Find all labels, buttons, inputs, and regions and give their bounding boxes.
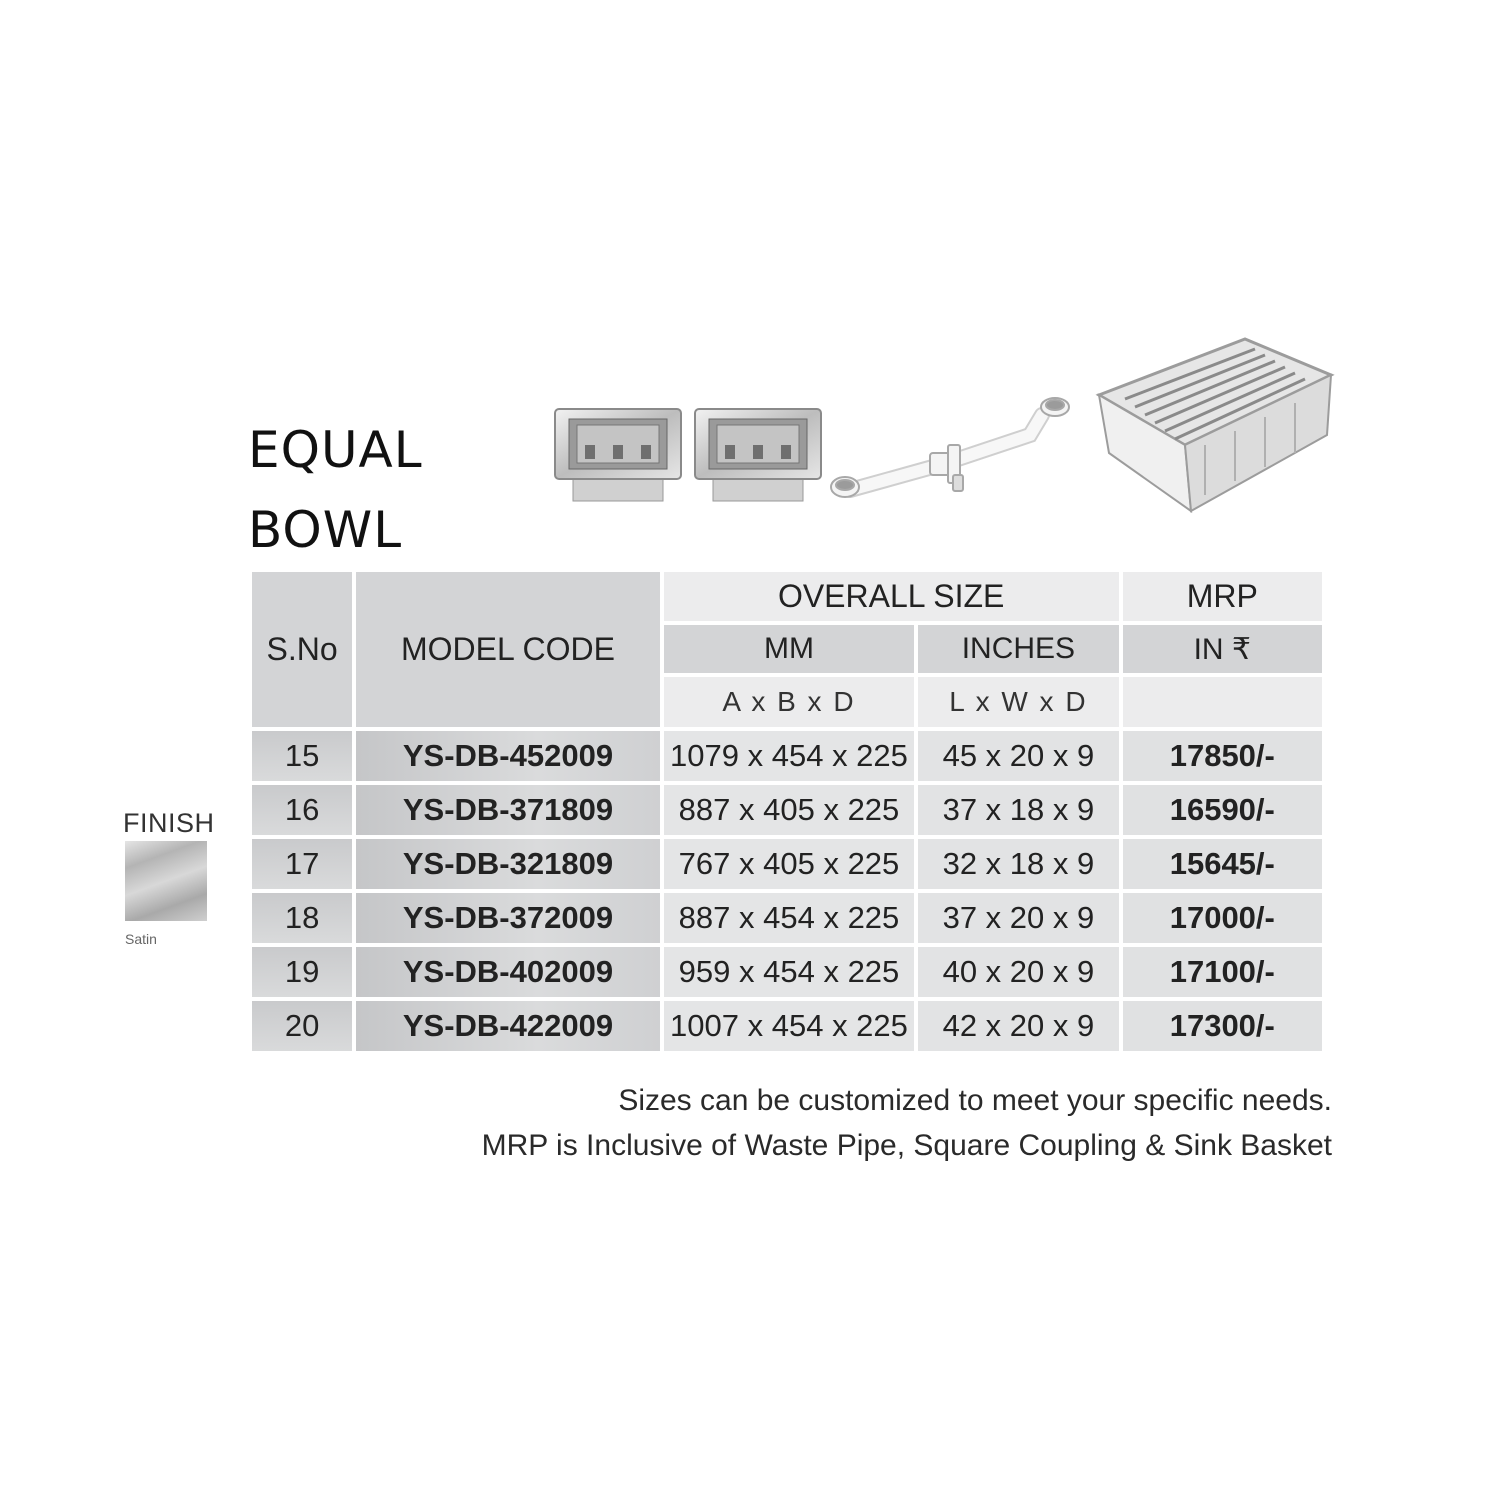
cell-sno: 15: [252, 731, 352, 781]
note-line-1: Sizes can be customized to meet your specific needs.: [618, 1084, 1332, 1117]
header-overall-size: OVERALL SIZE: [664, 572, 1119, 621]
cell-sno: 17: [252, 839, 352, 889]
cell-mrp: 17000/-: [1123, 893, 1322, 943]
cell-model-code: YS-DB-402009: [356, 947, 660, 997]
cell-size-inches: 37 x 18 x 9: [918, 785, 1118, 835]
finish-name: Satin: [125, 931, 157, 947]
header-mm: MM: [664, 625, 914, 673]
cell-size-inches: 45 x 20 x 9: [918, 731, 1118, 781]
cell-size-inches: 32 x 18 x 9: [918, 839, 1118, 889]
notes: [482, 1078, 1332, 1168]
cell-size-inches: 42 x 20 x 9: [918, 1001, 1118, 1051]
cell-model-code: YS-DB-422009: [356, 1001, 660, 1051]
header-inches: INCHES: [918, 625, 1118, 673]
square-coupling-icon: [693, 405, 823, 505]
sink-basket-icon: [1095, 335, 1335, 515]
cell-mrp: 17850/-: [1123, 731, 1322, 781]
cell-model-code: YS-DB-371809: [356, 785, 660, 835]
cell-model-code: YS-DB-372009: [356, 893, 660, 943]
table-row: [252, 893, 1322, 943]
square-coupling-icon: [553, 405, 683, 505]
finish-label: FINISH: [123, 808, 215, 838]
cell-sno: 19: [252, 947, 352, 997]
header-model-code: MODEL CODE: [356, 572, 660, 727]
cell-mrp: 16590/-: [1123, 785, 1322, 835]
cell-size-mm: 767 x 405 x 225: [664, 839, 914, 889]
spec-table: [248, 568, 1326, 1055]
note-line-2: MRP is Inclusive of Waste Pipe, Square Coupling & Sink Basket: [481, 1129, 1332, 1162]
cell-size-mm: 959 x 454 x 225: [664, 947, 914, 997]
table-row: [252, 731, 1322, 781]
header-mm-dims: A x B x D: [664, 677, 914, 727]
cell-model-code: YS-DB-321809: [356, 839, 660, 889]
cell-size-mm: 1007 x 454 x 225: [664, 1001, 914, 1051]
cell-mrp: 15645/-: [1123, 839, 1322, 889]
cell-sno: 16: [252, 785, 352, 835]
header-mrp-unit: IN ₹: [1123, 625, 1322, 673]
cell-model-code: YS-DB-452009: [356, 731, 660, 781]
waste-pipe-icon: [830, 395, 1075, 515]
title-line-2: BOWL: [248, 501, 403, 559]
table-row: [252, 785, 1322, 835]
header-sno: S.No: [252, 572, 352, 727]
cell-size-inches: 37 x 20 x 9: [918, 893, 1118, 943]
cell-sno: 20: [252, 1001, 352, 1051]
table-row: [252, 1001, 1322, 1051]
cell-size-mm: 887 x 454 x 225: [664, 893, 914, 943]
cell-size-mm: 887 x 405 x 225: [664, 785, 914, 835]
cell-size-mm: 1079 x 454 x 225: [664, 731, 914, 781]
title-line-1: EQUAL: [248, 421, 423, 479]
cell-sno: 18: [252, 893, 352, 943]
page-title: [248, 410, 508, 570]
cell-size-inches: 40 x 20 x 9: [918, 947, 1118, 997]
header-mrp-blank: [1123, 677, 1322, 727]
finish-panel: [123, 808, 215, 947]
cell-mrp: 17100/-: [1123, 947, 1322, 997]
cell-mrp: 17300/-: [1123, 1001, 1322, 1051]
header-inch-dims: L x W x D: [918, 677, 1118, 727]
header-mrp: MRP: [1123, 572, 1322, 621]
satin-swatch: [125, 841, 207, 921]
table-row: [252, 839, 1322, 889]
table-row: [252, 947, 1322, 997]
